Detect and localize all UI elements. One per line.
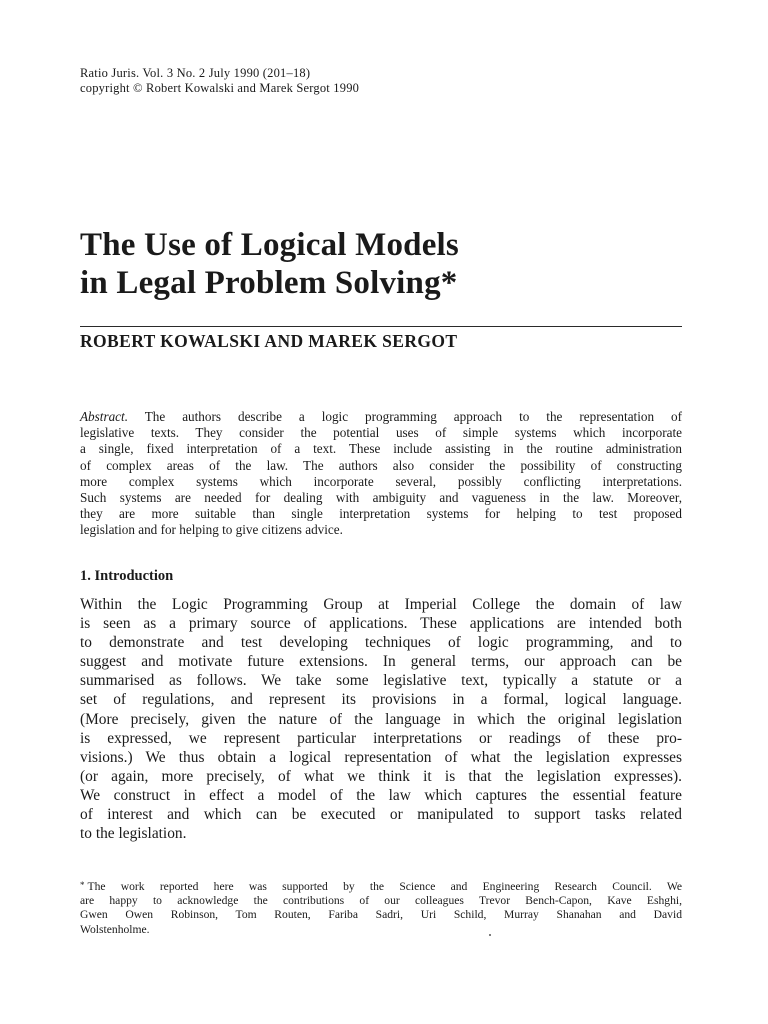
- footnote-line: are happy to acknowledge the contributions of our colleagues Trevor Bench-Capon, Kave Eshghi,: [80, 894, 682, 908]
- paragraph-line: is expressed, we represent particular interpretations or readings of these pro-: [80, 729, 682, 747]
- journal-citation: Ratio Juris. Vol. 3 No. 2 July 1990 (201–18): [80, 66, 311, 80]
- footnote-line-text: The work reported here was supported by the Science and Engineering Research Council. We: [87, 880, 682, 893]
- article-title: [80, 226, 459, 302]
- paragraph-line: to demonstrate and test developing techniques of logic programming, and to: [80, 634, 682, 652]
- footnote-line: Gwen Owen Robinson, Tom Routen, Fariba Sadri, Uri Schild, Murray Shanahan and David: [80, 908, 682, 922]
- paragraph-line: of interest and which can be executed or manipulated to support tasks related: [80, 806, 682, 824]
- journal-header: [80, 66, 359, 96]
- section-heading: 1. Introduction: [80, 568, 174, 584]
- abstract-label: Abstract.: [80, 409, 128, 424]
- paragraph-line: set of regulations, and represent its provisions in a formal, logical language.: [80, 691, 682, 709]
- article-title-line-1: The Use of Logical Models: [80, 227, 459, 263]
- paragraph-line: Within the Logic Programming Group at Imperial College the domain of law: [80, 596, 682, 613]
- footnote-marker: *: [80, 880, 85, 890]
- scan-speck: [489, 934, 491, 936]
- abstract-line: Such systems are needed for dealing with ambiguity and vagueness in the law. Moreover,: [80, 490, 682, 506]
- paragraph-line: We construct in effect a model of the law which captures the essential feature: [80, 786, 682, 804]
- abstract-line: they are more suitable than single interpretation systems for helping to test proposed: [80, 506, 682, 522]
- abstract-line: legislation and for helping to give citizens advice.: [80, 522, 343, 538]
- abstract: [80, 409, 682, 539]
- paragraph-line: summarised as follows. We take some legislative text, typically a statute or a: [80, 672, 682, 690]
- title-divider: [80, 326, 682, 327]
- abstract-line: more complex systems which incorporate several, possibly conflicting interpretations.: [80, 473, 682, 489]
- footnote-line: [80, 878, 682, 894]
- introduction-paragraph: [80, 595, 682, 843]
- abstract-line: legislative texts. They consider the potential uses of simple systems which incorporate: [80, 425, 682, 441]
- copyright-notice: copyright © Robert Kowalski and Marek Sergot 1990: [80, 81, 360, 95]
- paragraph-line: (or again, more precisely, of what we think it is that the legislation expresses).: [80, 767, 682, 785]
- abstract-line: of complex areas of the law. The authors also consider the possibility of constructing: [80, 457, 682, 473]
- abstract-line: a single, fixed interpretation of a text. These include assisting in the routine administration: [80, 441, 682, 457]
- footnote-line: Wolstenholme.: [80, 922, 150, 936]
- paragraph-line: visions.) We thus obtain a logical representation of what the legislation expresses: [80, 748, 682, 766]
- abstract-line-text: The authors describe a logic programming approach to the representation of: [144, 409, 683, 424]
- paragraph-line: suggest and motivate future extensions. In general terms, our approach can be: [80, 653, 682, 671]
- footnote: [80, 878, 682, 937]
- paragraph-line: is seen as a primary source of applications. These applications are intended both: [80, 615, 682, 633]
- paragraph-line: (More precisely, given the nature of the language in which the original legislation: [80, 710, 682, 728]
- article-title-line-2: in Legal Problem Solving*: [80, 265, 458, 301]
- paragraph-line: to the legislation.: [80, 825, 187, 843]
- article-authors: ROBERT KOWALSKI AND MAREK SERGOT: [80, 331, 458, 351]
- abstract-line: [80, 409, 682, 425]
